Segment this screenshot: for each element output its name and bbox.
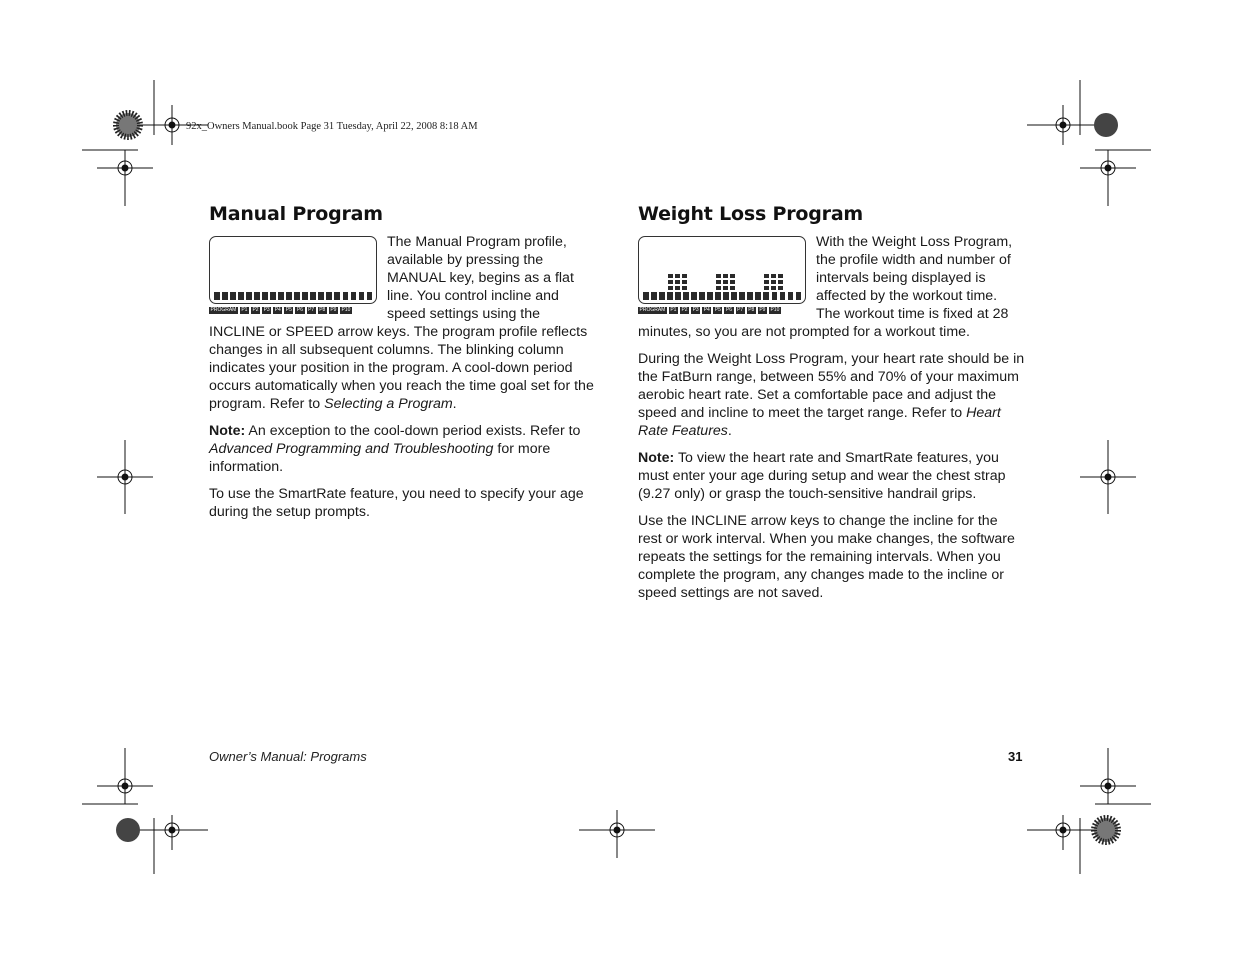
lcd-program-labels: PROGRAM P1 P2 P3 P4 P5 P6 P7 P8 P9 P10 [639, 307, 780, 313]
lcd-profile-bar [214, 292, 372, 300]
lcd-display [638, 236, 806, 304]
file-info-header: 92x_Owners Manual.book Page 31 Tuesday, April 22, 2008 8:18 AM [186, 121, 478, 132]
page-number: 31 [1008, 749, 1023, 764]
interval-block [764, 274, 783, 290]
weight-loss-intro-paragraph: With the Weight Loss Program, the profile width and number of intervals being displayed is affected by the workout time. The workout time is fixed at 28 minutes, so you are not prompted for a workout time. [638, 234, 1013, 340]
footer-section-title: Owner’s Manual: Programs [209, 749, 367, 764]
lcd-profile-bar [643, 292, 801, 300]
weight-loss-lcd-figure [638, 236, 806, 314]
heart-rate-features-link: Heart Rate Features [638, 405, 1001, 439]
weight-loss-program-section [638, 203, 1025, 611]
advanced-programming-link: Advanced Programming and Troubleshooting [209, 441, 494, 457]
lcd-program-labels: PROGRAM P1 P2 P3 P4 P5 P6 P7 P8 P9 P10 [210, 307, 351, 313]
heart-rate-paragraph: During the Weight Loss Program, your heart rate should be in the FatBurn range, between 55% and 70% of your maximum aerobic heart rate. Set a comfortable pace and adjust the speed and incline to meet the target range. Refer to Heart Rate Features. [638, 351, 1025, 439]
manual-program-section [209, 203, 596, 530]
lcd-display [209, 236, 377, 304]
smartrate-paragraph: To use the SmartRate feature, you need to specify your age during the setup prompts. [209, 486, 584, 520]
manual-program-lcd-figure [209, 236, 377, 314]
interval-block [716, 274, 735, 290]
weight-loss-program-title: Weight Loss Program [638, 203, 864, 225]
interval-block [668, 274, 687, 290]
incline-paragraph: Use the INCLINE arrow keys to change the incline for the rest or work interval. When you make changes, the software repeats the settings for the remaining intervals. When you complete the program, any changes made to the incline or speed settings are not saved. [638, 513, 1015, 601]
manual-program-note: Note: An exception to the cool-down period exists. Refer to Advanced Programming and Troubleshooting for more information. [209, 423, 581, 475]
selecting-program-link: Selecting a Program [324, 396, 453, 412]
weight-loss-note: Note: To view the heart rate and SmartRate features, you must enter your age during setup and wear the chest strap (9.27 only) or grasp the touch-sensitive handrail grips. [638, 450, 1006, 502]
manual-program-paragraph: The Manual Program profile, available by pressing the MANUAL key, begins as a flat line. You control incline and speed settings using the INCLINE or SPEED arrow keys. The program profile reflects changes in all subsequent columns. The blinking column indicates your position in the program. A cool-down period occurs automatically when you reach the time goal set for the program. Refer to Selecting a Program. [209, 234, 594, 412]
manual-program-title: Manual Program [209, 203, 383, 225]
